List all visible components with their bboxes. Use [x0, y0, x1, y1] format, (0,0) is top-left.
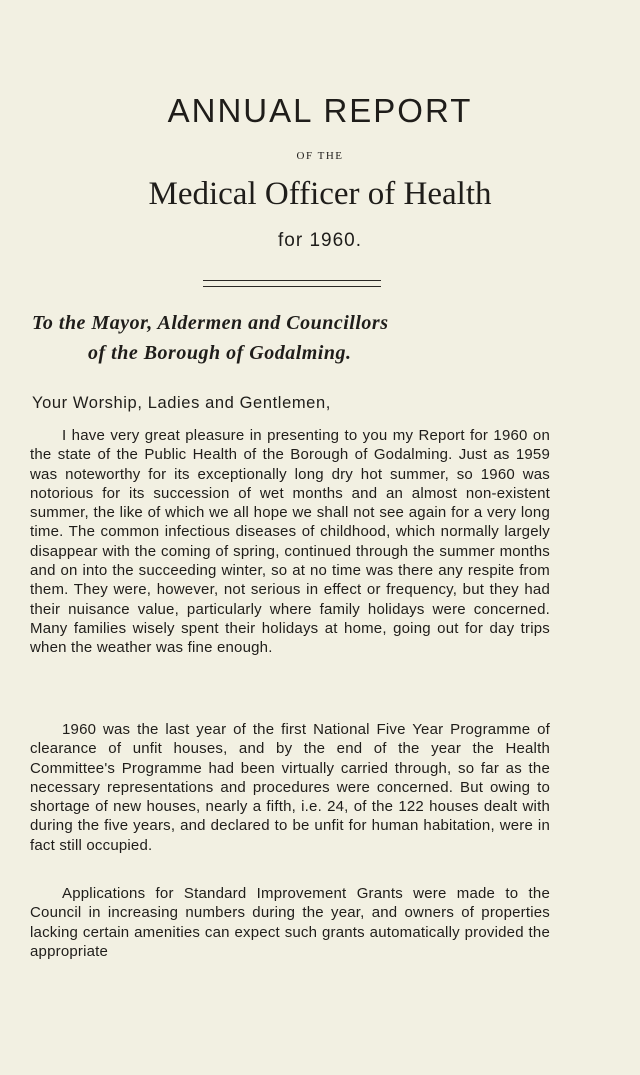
report-title: ANNUAL REPORT: [167, 92, 473, 129]
report-year: for 1960.: [278, 230, 362, 251]
report-subtitle: Medical Officer of Health: [148, 176, 492, 212]
address-line-1: To the Mayor, Aldermen and Councillors: [32, 312, 389, 334]
body-paragraph-1: I have very great pleasure in presenting to you my Report for 1960 on the state of the Public Health of the Borough of Godalming. Just as 1959 was noteworthy for its exceptionally long dry hot summer, so 1960 was notorious for its succession of wet months and an almost non-existent summer, the like of which we all hope we shall not see again for a very long time. The common infectious diseases of childhood, which normally largely disappear with the coming of spring, continued through the summer months and on into the succeeding winter, so at no time was there any respite from them. They were, however, not serious in effect or frequency, but they had their nuisance value, particularly where family holidays were concerned. Many families wisely spent their holidays at home, going out for day trips when the weather was fine enough.: [30, 427, 550, 657]
salutation: Your Worship, Ladies and Gentlemen,: [32, 394, 331, 412]
report-of-the: OF THE: [296, 150, 344, 162]
body-paragraph-3: Applications for Standard Improvement Grants were made to the Council in increasing numbers during the year, and owners of properties lacking certain amenities can expect such grants automatically provided the appropriate: [30, 885, 550, 960]
double-rule-divider: [203, 280, 381, 287]
body-paragraph-2: 1960 was the last year of the first National Five Year Programme of clearance of unfit houses, and by the end of the year the Health Committee's Programme had been virtually carried through, so far as the necessary representations and procedures were concerned. But owing to shortage of new houses, nearly a fifth, i.e. 24, of the 122 houses dealt with during the five years, and declared to be unfit for human habitation, were in fact still occupied.: [30, 721, 550, 854]
address-line-2: of the Borough of Godalming.: [88, 342, 352, 364]
